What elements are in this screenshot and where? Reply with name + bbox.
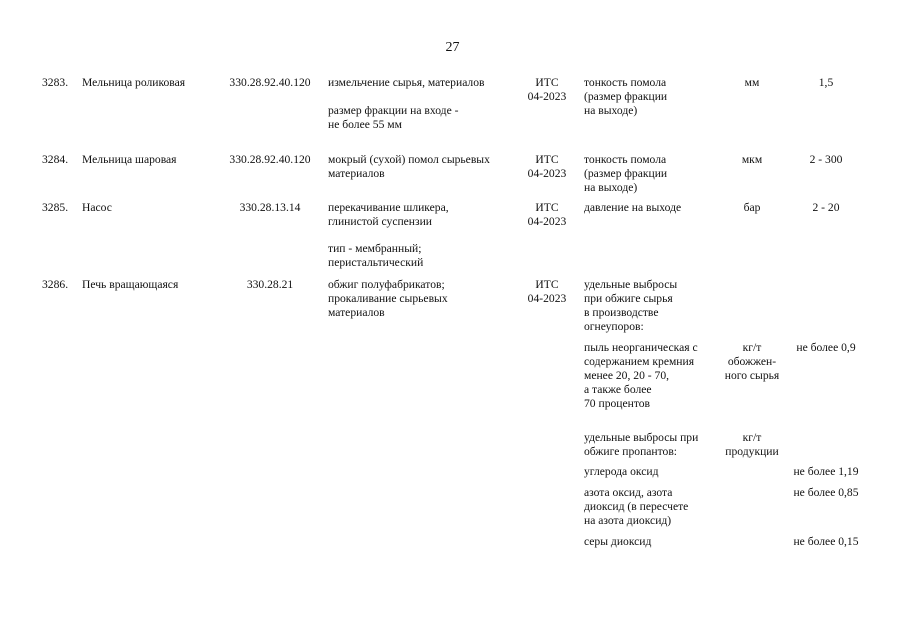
sub-unit: кг/т bbox=[742, 431, 762, 444]
row-code: 330.28.92.40.120 bbox=[229, 153, 311, 166]
row-description-extra: тип - мембранный; bbox=[328, 242, 422, 255]
row-parameter: (размер фракции bbox=[584, 167, 668, 180]
sub-parameter: 70 процентов bbox=[584, 397, 651, 410]
row-value: 2 - 20 bbox=[812, 201, 840, 214]
row-code: 330.28.13.14 bbox=[239, 201, 301, 214]
row-parameter: давление на выходе bbox=[584, 201, 682, 214]
row-number: 3284. bbox=[42, 153, 69, 166]
row-its: ИТС bbox=[535, 278, 559, 291]
sub-parameter: содержанием кремния bbox=[584, 355, 695, 368]
row-parameter: на выходе) bbox=[584, 104, 638, 117]
row-description-extra: не более 55 мм bbox=[328, 118, 402, 131]
row-number: 3286. bbox=[42, 278, 69, 291]
row-parameter: тонкость помола bbox=[584, 153, 667, 166]
row-its: ИТС bbox=[535, 201, 559, 214]
row-parameter: огнеупоров: bbox=[584, 320, 644, 333]
row-unit: мм bbox=[744, 76, 760, 89]
row-its: 04-2023 bbox=[527, 292, 567, 305]
row-parameter: на выходе) bbox=[584, 181, 638, 194]
row-unit: мкм bbox=[741, 153, 763, 166]
row-parameter: тонкость помола bbox=[584, 76, 667, 89]
row-value: 2 - 300 bbox=[809, 153, 843, 166]
row-code: 330.28.92.40.120 bbox=[229, 76, 311, 89]
sub-unit: кг/т bbox=[742, 341, 762, 354]
row-description-extra: размер фракции на входе - bbox=[328, 104, 459, 117]
row-name: Мельница роликовая bbox=[82, 76, 186, 89]
row-name: Мельница шаровая bbox=[82, 153, 177, 166]
row-description: материалов bbox=[328, 167, 385, 180]
row-description: измельчение сырья, материалов bbox=[328, 76, 485, 89]
row-its: 04-2023 bbox=[527, 167, 567, 180]
row-its: ИТС bbox=[535, 153, 559, 166]
row-description: глинистой суспензии bbox=[328, 215, 433, 228]
sub-unit: обожжен- bbox=[727, 355, 777, 368]
row-parameter: (размер фракции bbox=[584, 90, 668, 103]
page-number: 27 bbox=[445, 40, 460, 55]
row-description: обжиг полуфабрикатов; bbox=[328, 278, 445, 291]
row-number: 3285. bbox=[42, 201, 69, 214]
sub-parameter: азота оксид, азота bbox=[584, 486, 673, 499]
row-code: 330.28.21 bbox=[246, 278, 294, 291]
sub-parameter: а также более bbox=[584, 383, 652, 396]
row-description-extra: перистальтический bbox=[328, 256, 424, 269]
sub-parameter: на азота диоксид) bbox=[584, 514, 672, 527]
row-parameter: при обжиге сырья bbox=[584, 292, 673, 305]
row-name: Насос bbox=[82, 201, 112, 214]
sub-unit: продукции bbox=[725, 445, 779, 458]
row-parameter: удельные выбросы bbox=[584, 278, 678, 291]
row-its: ИТС bbox=[535, 76, 559, 89]
sub-value: не более 0,85 bbox=[793, 486, 859, 499]
sub-unit: ного сырья bbox=[724, 369, 780, 382]
row-description: мокрый (сухой) помол сырьевых bbox=[328, 153, 490, 166]
row-parameter: в производстве bbox=[584, 306, 659, 319]
row-its: 04-2023 bbox=[527, 90, 567, 103]
row-description: перекачивание шликера, bbox=[328, 201, 449, 214]
sub-parameter: пыль неорганическая с bbox=[584, 341, 698, 354]
sub-parameter: серы диоксид bbox=[584, 535, 652, 548]
sub-parameter: удельные выбросы при bbox=[584, 431, 699, 444]
sub-value: не более 0,9 bbox=[796, 341, 856, 354]
sub-value: не более 0,15 bbox=[793, 535, 859, 548]
row-description: материалов bbox=[328, 306, 385, 319]
row-its: 04-2023 bbox=[527, 215, 567, 228]
sub-parameter: обжиге пропантов: bbox=[584, 445, 678, 458]
row-unit: бар bbox=[743, 201, 761, 214]
sub-parameter: углерода оксид bbox=[584, 465, 659, 478]
sub-parameter: менее 20, 20 - 70, bbox=[584, 369, 670, 382]
sub-value: не более 1,19 bbox=[793, 465, 859, 478]
row-number: 3283. bbox=[42, 76, 69, 89]
row-description: прокаливание сырьевых bbox=[328, 292, 448, 305]
row-value: 1,5 bbox=[818, 76, 834, 89]
row-name: Печь вращающаяся bbox=[82, 278, 179, 291]
sub-parameter: диоксид (в пересчете bbox=[584, 500, 689, 513]
